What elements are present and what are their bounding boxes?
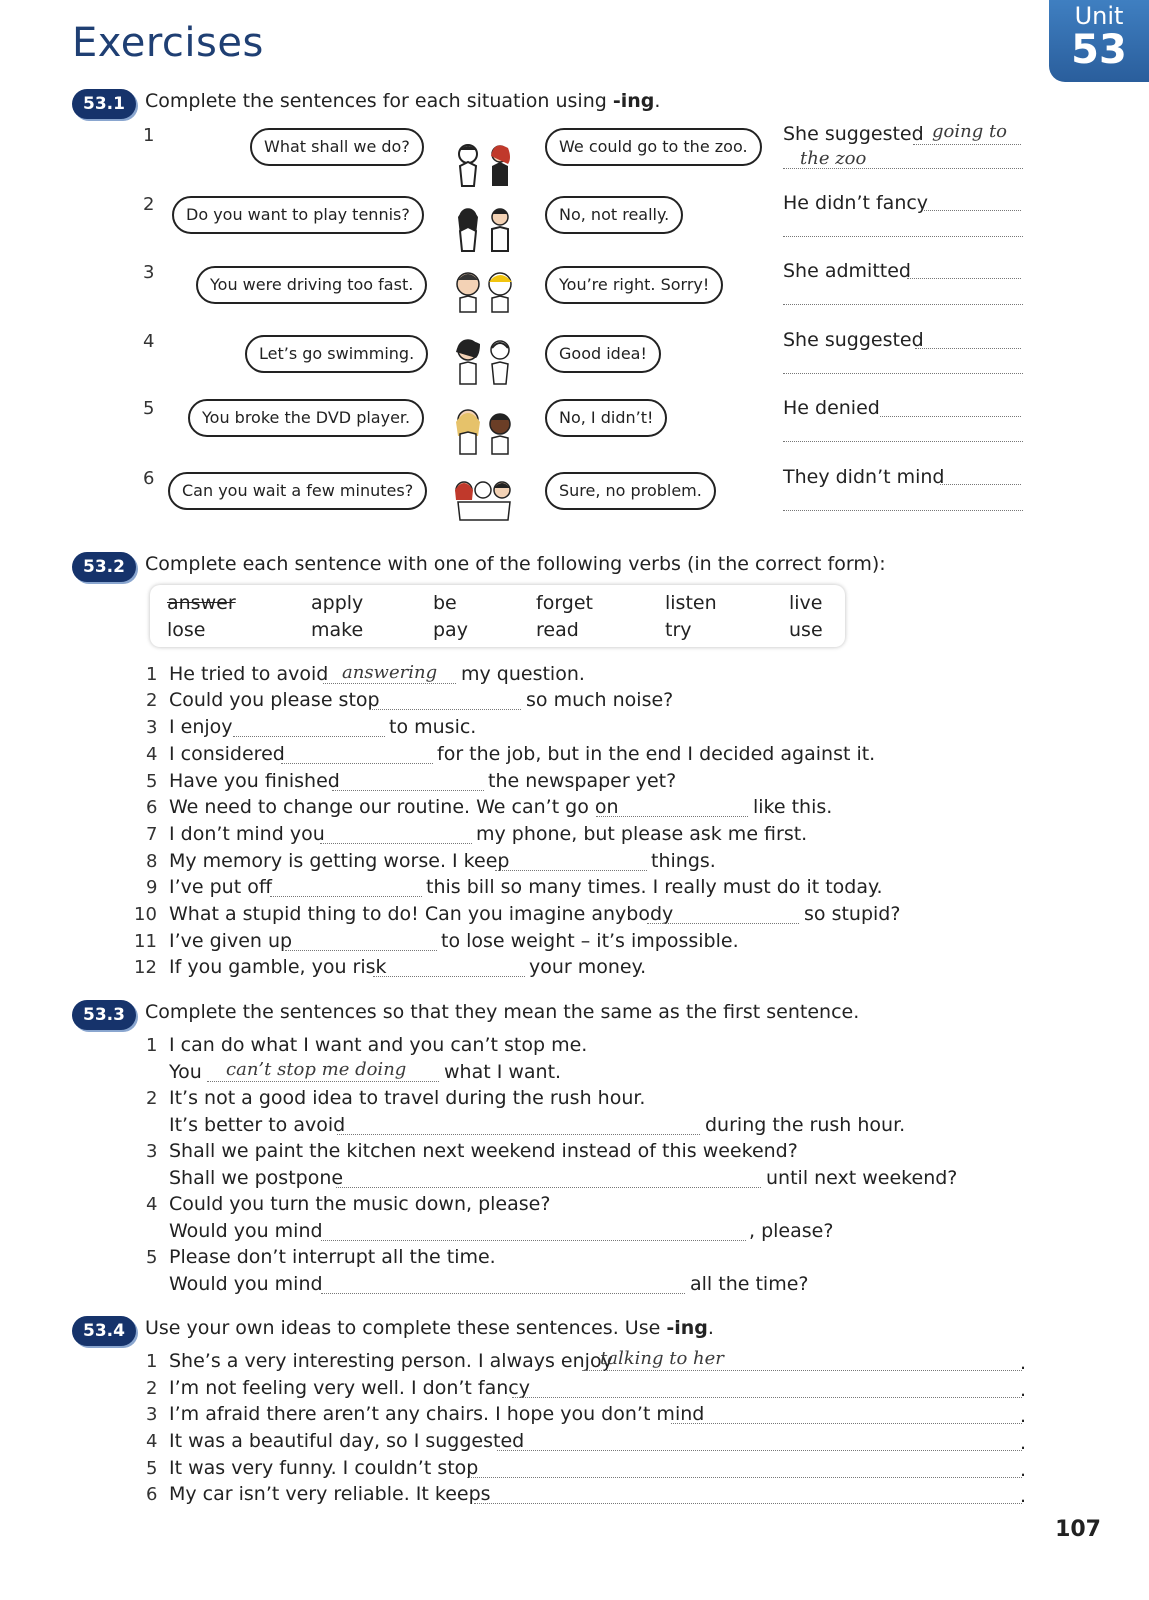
answer-prompt: She suggested <box>783 329 924 351</box>
first-sentence: I can do what I want and you can’t stop me. <box>169 1034 588 1056</box>
item-number: 1 <box>146 1351 158 1372</box>
sentence-end: the newspaper yet? <box>488 770 677 792</box>
answer-line[interactable] <box>467 1477 1022 1478</box>
answer-line[interactable] <box>495 870 647 871</box>
handwritten-answer: answering <box>342 662 438 683</box>
answer-line[interactable] <box>596 816 748 817</box>
answer-line[interactable] <box>783 304 1023 305</box>
answer-line[interactable] <box>321 1293 685 1294</box>
speech-bubble-right: Sure, no problem. <box>545 472 716 510</box>
sentence-start: Shall we postpone <box>169 1167 344 1189</box>
sentence-end: until next weekend? <box>766 1167 958 1189</box>
item-number: 12 <box>134 957 157 978</box>
sentence-end: . <box>1020 1485 1027 1507</box>
answer-line[interactable] <box>783 373 1023 374</box>
item-number: 5 <box>146 1458 158 1479</box>
answer-line[interactable] <box>913 144 1021 145</box>
cartoon-people-icon <box>450 406 520 456</box>
sentence-end: . <box>1020 1459 1027 1481</box>
item-number: 5 <box>143 398 155 419</box>
answer-prompt: He denied <box>783 397 880 419</box>
item-number: 8 <box>146 851 158 872</box>
exercise-instruction: Complete the sentences so that they mean the same as the first sentence. <box>145 1001 860 1023</box>
verb-option: try <box>665 619 692 641</box>
sentence-start: Have you finished <box>169 770 340 792</box>
answer-line[interactable] <box>512 1397 1022 1398</box>
item-number: 7 <box>146 824 158 845</box>
verb-option: answer <box>167 592 236 614</box>
sentence-start: I’m not feeling very well. I don’t fancy <box>169 1377 530 1399</box>
handwritten-answer: can’t stop me doing <box>226 1059 407 1080</box>
sentence-start: I’m afraid there aren’t any chairs. I hope you don’t mind <box>169 1403 705 1425</box>
answer-prompt: He didn’t fancy <box>783 192 929 214</box>
verb-option: forget <box>536 592 593 614</box>
item-number: 2 <box>143 194 155 215</box>
answer-line[interactable] <box>915 348 1021 349</box>
answer-line[interactable] <box>783 510 1023 511</box>
item-number: 9 <box>146 877 158 898</box>
first-sentence: Shall we paint the kitchen next weekend instead of this weekend? <box>169 1140 798 1162</box>
speech-bubble-left: You broke the DVD player. <box>188 399 424 437</box>
sentence-end: all the time? <box>690 1273 809 1295</box>
item-number: 3 <box>146 1141 158 1162</box>
answer-line[interactable] <box>337 1134 700 1135</box>
item-number: 11 <box>134 931 157 952</box>
verb-option: listen <box>665 592 717 614</box>
sentence-start: Would you mind <box>169 1273 323 1295</box>
handwritten-answer: the zoo <box>800 148 867 169</box>
verb-option: lose <box>167 619 206 641</box>
item-number: 3 <box>143 262 155 283</box>
verb-option: read <box>536 619 579 641</box>
answer-line[interactable] <box>207 1081 439 1082</box>
item-number: 1 <box>146 1035 158 1056</box>
item-number: 10 <box>134 904 157 925</box>
exercise-badge: 53.1 <box>72 89 136 119</box>
sentence-end: for the job, but in the end I decided against it. <box>437 743 876 765</box>
item-number: 5 <box>146 1247 158 1268</box>
sentence-start: You <box>169 1061 202 1083</box>
sentence-start: I’ve put off <box>169 876 272 898</box>
item-number: 3 <box>146 1404 158 1425</box>
cartoon-people-icon <box>450 205 520 255</box>
answer-line[interactable] <box>369 709 521 710</box>
sentence-end: . <box>1020 1352 1027 1374</box>
speech-bubble-left: You were driving too fast. <box>196 266 427 304</box>
verb-option: use <box>789 619 823 641</box>
item-number: 5 <box>146 771 158 792</box>
answer-line[interactable] <box>320 843 472 844</box>
sentence-end: , please? <box>749 1220 834 1242</box>
exercise-badge: 53.2 <box>72 552 136 582</box>
item-number: 3 <box>146 717 158 738</box>
item-number: 1 <box>143 125 155 146</box>
sentence-end: during the rush hour. <box>705 1114 906 1136</box>
answer-line[interactable] <box>647 923 799 924</box>
verb-option: pay <box>433 619 468 641</box>
sentence-start: I don’t mind you <box>169 823 325 845</box>
item-number: 1 <box>146 664 158 685</box>
answer-line[interactable] <box>497 1450 1022 1451</box>
answer-prompt: She admitted <box>783 260 911 282</box>
sentence-end: to music. <box>389 716 477 738</box>
verb-option: live <box>789 592 823 614</box>
exercise-instruction: Use your own ideas to complete these sentences. Use -ing. <box>145 1317 714 1339</box>
answer-prompt: They didn’t mind <box>783 466 945 488</box>
speech-bubble-right: We could go to the zoo. <box>545 128 762 166</box>
sentence-end: . <box>1020 1432 1027 1454</box>
answer-line[interactable] <box>321 1240 746 1241</box>
answer-line[interactable] <box>332 790 484 791</box>
speech-bubble-left: Let’s go swimming. <box>245 335 428 373</box>
verb-option: make <box>311 619 364 641</box>
speech-bubble-right: You’re right. Sorry! <box>545 266 723 304</box>
sentence-start: She’s a very interesting person. I always enjoy <box>169 1350 613 1372</box>
sentence-start: We need to change our routine. We can’t go on <box>169 796 619 818</box>
item-number: 4 <box>146 1431 158 1452</box>
answer-line[interactable] <box>373 976 525 977</box>
sentence-start: What a stupid thing to do! Can you imagine anybody <box>169 903 674 925</box>
answer-line[interactable] <box>336 1187 761 1188</box>
item-number: 4 <box>143 331 155 352</box>
item-number: 2 <box>146 690 158 711</box>
unit-tab <box>1049 0 1149 82</box>
exercise-instruction: Complete each sentence with one of the following verbs (in the correct form): <box>145 553 886 575</box>
answer-line[interactable] <box>940 484 1021 485</box>
sentence-end: my phone, but please ask me first. <box>476 823 808 845</box>
answer-prompt: She suggested <box>783 123 924 145</box>
answer-line[interactable] <box>323 683 456 684</box>
answer-line[interactable] <box>907 278 1021 279</box>
speech-bubble-left: Do you want to play tennis? <box>172 196 424 234</box>
answer-line[interactable] <box>783 236 1023 237</box>
sentence-start: It was very funny. I couldn’t stop <box>169 1457 479 1479</box>
sentence-start: Could you please stop <box>169 689 380 711</box>
answer-line[interactable] <box>281 763 433 764</box>
sentence-start: My memory is getting worse. I keep <box>169 850 510 872</box>
sentence-end: to lose weight – it’s impossible. <box>441 930 739 952</box>
item-number: 6 <box>146 1484 158 1505</box>
answer-line[interactable] <box>924 210 1021 211</box>
unit-label: Unit <box>1074 2 1124 30</box>
item-number: 2 <box>146 1088 158 1109</box>
cartoon-people-icon <box>452 268 522 314</box>
speech-bubble-right: Good idea! <box>545 335 661 373</box>
sentence-start: He tried to avoid <box>169 663 329 685</box>
item-number: 4 <box>146 1194 158 1215</box>
sentence-start: If you gamble, you risk <box>169 956 387 978</box>
page-number: 107 <box>1055 1517 1101 1542</box>
first-sentence: Please don’t interrupt all the time. <box>169 1246 496 1268</box>
answer-line[interactable] <box>783 168 1023 169</box>
cartoon-people-icon <box>450 476 520 522</box>
answer-line[interactable] <box>783 441 1023 442</box>
exercise-badge: 53.3 <box>72 1000 136 1030</box>
answer-line[interactable] <box>880 416 1021 417</box>
sentence-start: It’s better to avoid <box>169 1114 346 1136</box>
item-number: 6 <box>143 468 155 489</box>
sentence-end: so stupid? <box>804 903 901 925</box>
speech-bubble-left: What shall we do? <box>250 128 424 166</box>
cartoon-people-icon <box>450 336 520 386</box>
speech-bubble-left: Can you wait a few minutes? <box>168 472 427 510</box>
sentence-end: what I want. <box>444 1061 562 1083</box>
answer-line[interactable] <box>474 1503 1022 1504</box>
verb-option: be <box>433 592 457 614</box>
handwritten-answer: talking to her <box>600 1348 724 1369</box>
answer-line[interactable] <box>582 1370 1022 1371</box>
sentence-start: I’ve given up <box>169 930 293 952</box>
sentence-end: . <box>1020 1379 1027 1401</box>
exercise-instruction: Complete the sentences for each situation using -ing. <box>145 90 661 112</box>
verb-box <box>150 585 845 647</box>
sentence-start: It was a beautiful day, so I suggested <box>169 1430 525 1452</box>
exercise-badge: 53.4 <box>72 1316 136 1346</box>
verb-option: apply <box>311 592 364 614</box>
sentence-end: . <box>1020 1405 1027 1427</box>
item-number: 2 <box>146 1378 158 1399</box>
unit-number: 53 <box>1071 27 1127 73</box>
sentence-end: my question. <box>461 663 585 685</box>
sentence-end: this bill so many times. I really must do it today. <box>426 876 883 898</box>
item-number: 4 <box>146 744 158 765</box>
sentence-end: your money. <box>529 956 647 978</box>
answer-line[interactable] <box>671 1423 1022 1424</box>
sentence-start: I enjoy <box>169 716 233 738</box>
sentence-end: so much noise? <box>526 689 674 711</box>
speech-bubble-right: No, not really. <box>545 196 683 234</box>
answer-line[interactable] <box>233 736 385 737</box>
sentence-end: things. <box>651 850 716 872</box>
first-sentence: It’s not a good idea to travel during the rush hour. <box>169 1087 646 1109</box>
item-number: 6 <box>146 797 158 818</box>
speech-bubble-right: No, I didn’t! <box>545 399 667 437</box>
page-title: Exercises <box>72 20 264 66</box>
cartoon-people-icon <box>450 140 520 190</box>
handwritten-answer: going to <box>932 121 1008 142</box>
sentence-start: Would you mind <box>169 1220 323 1242</box>
sentence-start: My car isn’t very reliable. It keeps <box>169 1483 491 1505</box>
answer-line[interactable] <box>270 896 422 897</box>
sentence-start: I considered <box>169 743 285 765</box>
sentence-end: like this. <box>753 796 833 818</box>
first-sentence: Could you turn the music down, please? <box>169 1193 551 1215</box>
answer-line[interactable] <box>285 950 437 951</box>
